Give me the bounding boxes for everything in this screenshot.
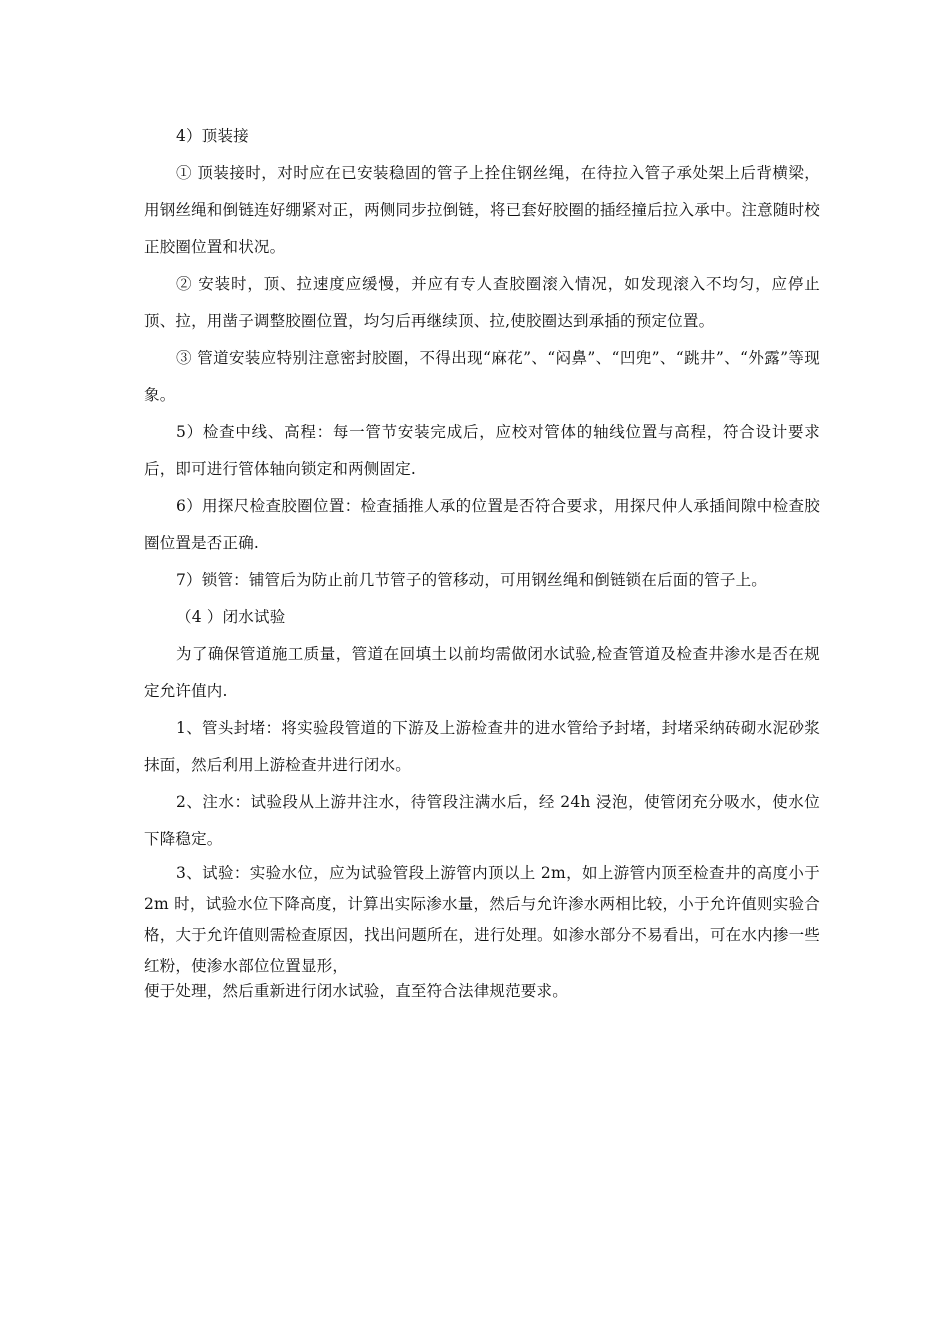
paragraph-water-fill: 2、注水：试验段从上游井注水，待管段注满水后，经 24h 浸泡，使管闭充分吸水，使水位下降稳定。 bbox=[144, 793, 820, 848]
paragraph-test-conclusion: 便于处理，然后重新进行闭水试验，直至符合法律规范要求。 bbox=[144, 982, 568, 1000]
paragraph-test-purpose: 为了确保管道施工质量，管道在回填土以前均需做闭水试验,检查管道及检查井渗水是否在规定允许值内. bbox=[144, 645, 820, 700]
paragraph-check-centerline: 5）检查中线、高程：每一管节安装完成后，应校对管体的轴线位置与高程，符合设计要求后，即可进行管体轴向锁定和两侧固定. bbox=[144, 423, 820, 478]
document-body bbox=[144, 118, 820, 1002]
heading-top-install: 4）顶装接 bbox=[176, 127, 249, 145]
paragraph-test-procedure: 3、试验：实验水位，应为试验管段上游管内顶以上 2m，如上游管内顶至检查井的高度小于 2m 时，试验水位下降高度，计算出实际渗水量，然后与允许渗水两相比较，小于允许值则实验合格，大于允许值则需检查原因，找出问题所在，进行处理。如渗水部分不易看出，可在水内掺一些红粉，使渗水部位位置显形， bbox=[144, 864, 820, 975]
paragraph-top-install-2: ② 安装时，顶、拉速度应缓慢，并应有专人查胶圈滚入情况，如发现滚入不均匀，应停止顶、拉，用凿子调整胶圈位置，均匀后再继续顶、拉,使胶圈达到承插的预定位置。 bbox=[144, 275, 820, 330]
paragraph-check-gasket: 6）用探尺检查胶圈位置：检查插推人承的位置是否符合要求，用探尺仲人承插间隙中检查胶圈位置是否正确. bbox=[144, 497, 820, 552]
paragraph-top-install-3: ③ 管道安装应特别注意密封胶圈，不得出现“麻花”、“闷鼻”、“凹兜”、“跳井”、“外露”等现象。 bbox=[144, 349, 820, 404]
paragraph-lock-pipe: 7）锁管：铺管后为防止前几节管子的管移动，可用钢丝绳和倒链锁在后面的管子上。 bbox=[176, 571, 767, 589]
paragraph-pipe-sealing: 1、管头封堵：将实验段管道的下游及上游检查井的进水管给予封堵，封堵采纳砖砌水泥砂浆抹面，然后利用上游检查井进行闭水。 bbox=[144, 719, 820, 774]
heading-closed-water-test: （4 ）闭水试验 bbox=[176, 608, 286, 626]
paragraph-top-install-1: ① 顶装接时，对时应在已安装稳固的管子上拴住钢丝绳，在待拉入管子承处架上后背横梁，用钢丝绳和倒链连好绷紧对正，两侧同步拉倒链，将已套好胶圈的插经撞后拉入承中。注意随时校正胶圈位置和状况。 bbox=[144, 164, 820, 256]
